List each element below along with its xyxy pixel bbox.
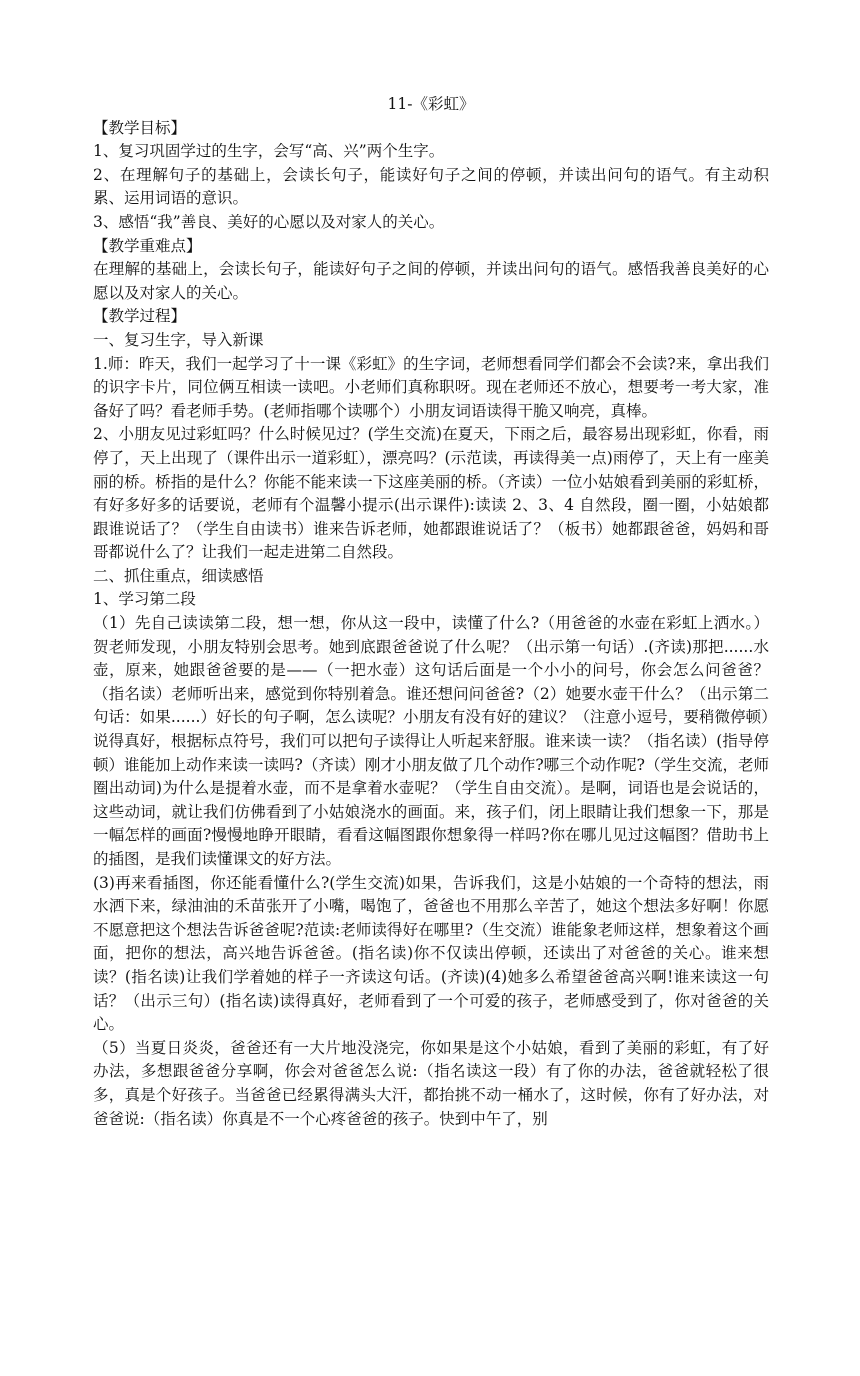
process-paragraph-3: （1）先自己读读第二段，想一想，你从这一段中，读懂了什么?（用爸爸的水壶在彩虹上洒水。）贺老师发现，小朋友特别会思考。她到底跟爸爸说了什么呢？（出示第一句话）.(齐读)那把......水壶，原来，她跟爸爸要的是——（一把水壶）这句话后面是一个小小的问号，你会怎么问爸爸？（指名读）老师听出来，感觉到你特别着急。谁还想问问爸爸?（2）她要水壶干什么？（出示第二句话：如果......）好长的句子啊，怎么读呢？小朋友有没有好的建议？（注意小逗号，要稍微停顿）说得真好，根据标点符号，我们可以把句子读得让人听起来舒服。谁来读一读？（指名读）(指导停顿）谁能加上动作来读一读吗?（齐读）刚才小朋友做了几个动作?哪三个动作呢?（学生交流，老师圈出动词)为什么是提着水壶，而不是拿着水壶呢？（学生自由交流）。是啊，词语也是会说话的，这些动词，就让我们仿佛看到了小姑娘浇水的画面。来，孩子们，闭上眼睛让我们想象一下，那是一幅怎样的画面?慢慢地睁开眼睛，看看这幅图跟你想象得一样吗?你在哪儿见过这幅图？借助书上的插图，是我们读懂课文的好方法。 — [93, 614, 769, 868]
key-difficulties-text: 在理解的基础上，会读长句子，能读好句子之间的停顿，并读出问句的语气。感悟我善良美好的心愿以及对家人的关心。 — [93, 260, 769, 302]
section-2-heading: 二、抓住重点，细读感悟 — [93, 566, 264, 585]
subsection-1-heading: 1、学习第二段 — [93, 590, 196, 609]
process-paragraph-5: （5）当夏日炎炎，爸爸还有一大片地没浇完，你如果是这个小姑娘，看到了美丽的彩虹，有了好办法，多想跟爸爸分享啊，你会对爸爸怎么说:（指名读这一段）有了你的办法，爸爸就轻松了很多，真是个好孩子。当爸爸已经累得满头大汗，都抬挑不动一桶水了，这时候，你有了好办法，对爸爸说:（指名读）你真是不一个心疼爸爸的孩子。快到中午了，别 — [93, 1038, 769, 1128]
heading-key-difficulties: 【教学重难点】 — [93, 236, 202, 255]
process-paragraph-1: 1.师：昨天，我们一起学习了十一课《彩虹》的生字词，老师想看同学们都会不会读?来，拿出我们的识字卡片，同位俩互相读一读吧。小老师们真称职呀。现在老师还不放心，想要考一考大家，准备好了吗？看老师手势。(老师指哪个读哪个）小朋友词语读得干脆又响亮，真棒。 — [93, 354, 769, 420]
goal-item-3: 3、感悟“我”善良、美好的心愿以及对家人的关心。 — [93, 212, 445, 231]
section-1-heading: 一、复习生字，导入新课 — [93, 330, 264, 349]
document-title: 11-《彩虹》 — [387, 95, 475, 113]
process-paragraph-4: (3)再来看插图，你还能看懂什么?(学生交流)如果，告诉我们，这是小姑娘的一个奇特的想法，雨水洒下来，绿油油的禾苗张开了小嘴，喝饱了，爸爸也不用那么辛苦了，她这个想法多好啊！你愿不愿意把这个想法告诉爸爸呢?范读:老师读得好在哪里?（生交流）谁能象老师这样，想象着这个画面，把你的想法，高兴地告诉爸爸。(指名读)你不仅读出停顿，还读出了对爸爸的关心。谁来想读？(指名读)让我们学着她的样子一齐读这句话。(齐读)(4)她多么希望爸爸高兴啊!谁来读这一句话？（出示三句）(指名读)读得真好，老师看到了一个可爱的孩子，老师感受到了，你对爸爸的关心。 — [93, 873, 769, 1034]
goal-item-2: 2、在理解句子的基础上，会读长句子，能读好句子之间的停顿，并读出问句的语气。有主动积累、运用词语的意识。 — [93, 165, 769, 208]
goal-item-1: 1、复习巩固学过的生字，会写“高、兴”两个生字。 — [93, 142, 445, 161]
process-paragraph-2: 2、小朋友见过彩虹吗？什么时候见过？(学生交流)在夏天，下雨之后，最容易出现彩虹，你看，雨停了，天上出现了（课件出示一道彩虹），漂亮吗？(示范读，再读得美一点)雨停了，天上有一座美丽的桥。桥指的是什么？你能不能来读一下这座美丽的桥。（齐读）一位小姑娘看到美丽的彩虹桥，有好多好多的话要说，老师有个温馨小提示(出示课件):读读 2、3、4 自然段，圈一圈，小姑娘都跟谁说话了？（学生自由读书）谁来告诉老师，她都跟谁说话了？（板书）她都跟爸爸，妈妈和哥哥都说什么了？让我们一起走进第二自然段。 — [93, 425, 769, 562]
document-page — [93, 93, 769, 1131]
heading-teaching-process: 【教学过程】 — [93, 307, 187, 326]
heading-teaching-goals: 【教学目标】 — [93, 118, 187, 137]
